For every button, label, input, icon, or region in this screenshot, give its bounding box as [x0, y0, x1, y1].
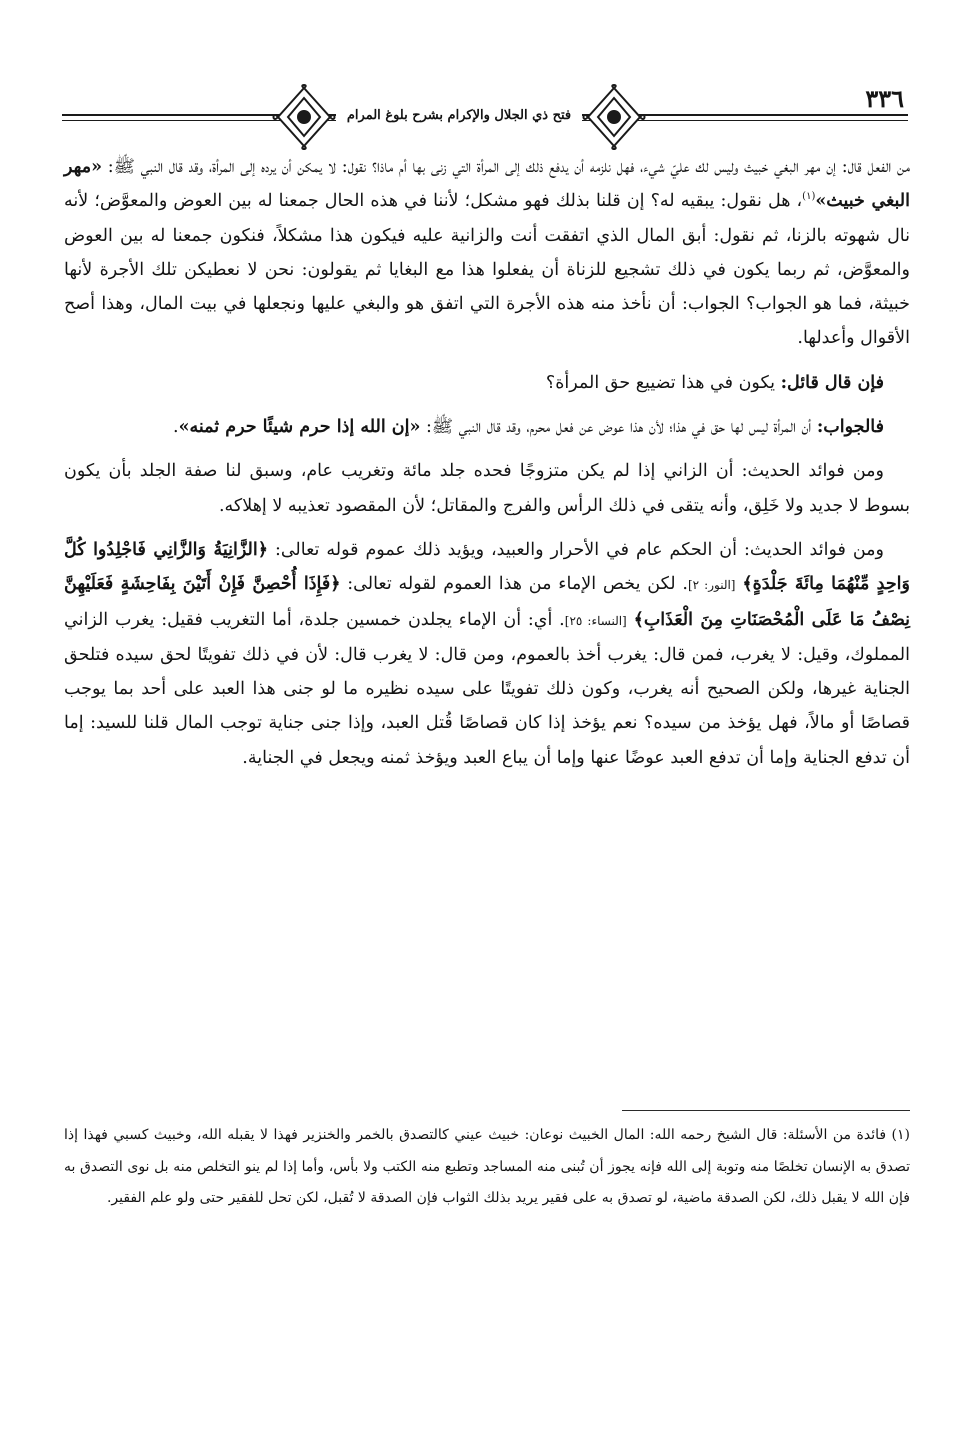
footnote-separator — [622, 1110, 910, 1111]
paragraph-5 — [64, 533, 910, 775]
verse-reference-2: [النساء: ٢٥] — [564, 613, 627, 628]
footnote-1: (١) فائدة من الأسئلة: قال الشيخ رحمه الله: المال الخبيث نوعان: خبيث عيني كالتصدق بالخمر والخنزير فهذا لا يقبله الله، وخبيث كسبي فهذا إذا تصدق به الإنسان تخلصًا منه وتوبة إلى الله فإنه يجوز أن تُبنى منه المساجد وتطبع منه الكتب ولا بأس، وأما إذا لم ينو التخلص منه بل نوى التصدق به فإن الله لا يقبل ذلك، لكن الصدقة ماضية، لو تصدق به على فقير يريد بذلك الثواب فإن الصدقة لا تُقبل، لكن تحل للفقير حتى ولو علم الفقير. — [64, 1127, 910, 1206]
quran-verse-2: ﴿فَإِذَا أُحْصِنَّ فَإِنْ أَتَيْنَ بِفَاحِشَةٍ فَعَلَيْهِنَّ نِصْفُ مَا عَلَى الْمُحْصَنَاتِ مِنَ الْعَذَابِ﴾ — [64, 574, 910, 630]
main-text — [64, 150, 910, 785]
paragraph-3 — [64, 410, 910, 444]
paragraph-2-text: يكون في هذا تضييع حق المرأة؟ — [545, 372, 781, 393]
paragraph-3-end: . — [173, 417, 179, 438]
paragraph-1-text-b: ، هل نقول: يبقيه له؟ إن قلنا بذلك فهو مشكل؛ لأننا في هذه الحال جمعنا له بين العوض والمعوَّض؛ لأنه نال شهوته بالزنا، ثم نقول: أبق المال الذي اتفقت أنت والزانية عليه فيكون هذا مشكلاً، فنكون جمعنا له بين العوض والمعوَّض، ثم ربما يكون في ذلك تشجيع للزناة أن يفعلوا هذا مع البغايا ثم يقولون: نحن لا نعطيكن تلك الأجرة لأنها خبيثة، فما هو الجواب؟ الجواب: أن نأخذ منه هذه الأجرة التي اتفق هو والبغي عليها ونجعلها في بيت المال، وهذا أصح الأقوال وأعدلها. — [64, 191, 910, 349]
paragraph-5-text-b: . لكن يخص الإماء من هذا العموم لقوله تعالى: — [340, 574, 688, 595]
paragraph-1-text-a: من الفعل قال: إن مهر البغي خبيث وليس لك عليّ شيء، فهل نلزمه أن يدفع ذلك إلى المرأة التي زنى بها أم ماذا؟ نقول: لا يمكن أن يرده إلى المرأة، وقد قال النبي ﷺ: — [102, 157, 910, 177]
paragraph-3-text: أن المرأة ليس لها حق في هذا؛ لأن هذا عوض عن فعل محرم، وقد قال النبي ﷺ: — [420, 417, 817, 438]
hadith-quote-2: «إن الله إذا حرم شيئًا حرم ثمنه» — [178, 417, 421, 438]
paragraph-2 — [64, 366, 910, 400]
paragraph-5-text-a: ومن فوائد الحديث: أن الحكم عام في الأحرار والعبيد، ويؤيد ذلك عموم قوله تعالى: — [267, 539, 884, 560]
quran-verse-1: ﴿الزَّانِيَةُ وَالزَّانِي فَاجْلِدُوا كُلَّ وَاحِدٍ مِّنْهُمَا مِائَةَ جَلْدَةٍ﴾ — [64, 539, 910, 595]
verse-reference-1: [النور: ٢] — [687, 578, 736, 593]
paragraph-1 — [64, 150, 910, 356]
header-ornament-right-icon — [582, 84, 646, 150]
paragraph-2-lead: فإن قال قائل: — [780, 372, 884, 393]
page-header — [62, 84, 908, 152]
paragraph-3-lead: فالجواب: — [816, 417, 884, 438]
page-number: ٣٣٦ — [865, 84, 904, 113]
hadith-quote-1: «مهر البغي خبيث» — [64, 157, 910, 212]
paragraph-4 — [64, 454, 910, 523]
header-ornament-left-icon — [272, 84, 336, 150]
footnote-reference: (١) — [802, 191, 816, 203]
footnote-section — [64, 1120, 910, 1215]
paragraph-4-text: ومن فوائد الحديث: أن الزاني إذا لم يكن متزوجًا فحده جلد مائة وتغريب عام، وسبق لنا صفة الجلد بأن يكون بسوط لا جديد ولا خَلِق، وأنه يتقى في ذلك الرأس والفرج والمقاتل؛ لأن المقصود تعذيبه لا إهلاكه. — [64, 461, 910, 516]
running-title: فتح ذي الجلال والإكرام بشرح بلوغ المرام — [336, 102, 582, 130]
paragraph-5-text-c: . أي: أن الإماء يجلدن خمسين جلدة، أما التغريب فقيل: يغرب الزاني المملوك، وقيل: لا يغرب، فمن قال: يغرب أخذ بالعموم، ومن قال: لا يغرب قال: لأن في ذلك تفويتًا لحق سيده فتلحق الجناية غيرها، ولكن الصحيح أنه يغرب، وكون ذلك تفويتًا على سيده نظيره ما لو جنى هذا العبد على أحد بما يوجب قصاصًا أو مالاً، فهل يؤخذ من سيده؟ نعم يؤخذ إذا كان قصاصًا قُتل العبد، وإذا جنى جناية توجب المال قلنا للسيد: إما أن تدفع الجناية وإما أن تدفع العبد عوضًا عنها وإما أن يباع العبد ويؤخذ ثمنه ويجعل في الجناية. — [64, 609, 910, 768]
